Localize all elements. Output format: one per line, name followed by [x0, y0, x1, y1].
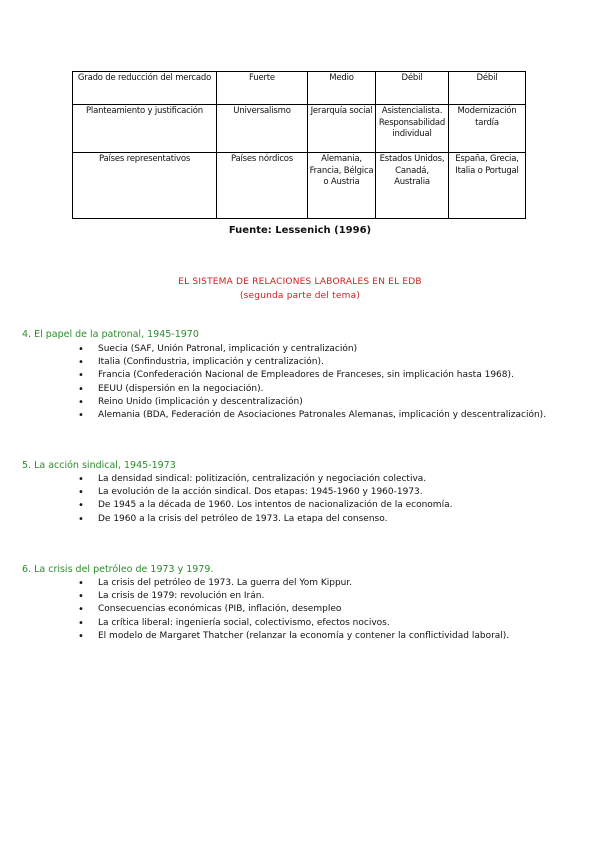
table-cell: Jerarquía social	[308, 105, 376, 153]
list-item: • Suecia (SAF, Unión Patronal, implicación y centralización)	[78, 343, 546, 356]
list-item: • EEUU (dispersión en la negociación).	[78, 383, 546, 396]
table-cell: Grado de reducción del mercado	[73, 72, 217, 105]
section-6-list	[78, 577, 509, 643]
table-source: Fuente: Lessenich (1996)	[228, 225, 372, 236]
table-row	[73, 153, 526, 219]
welfare-regimes-table	[72, 71, 526, 219]
list-item: • La evolución de la acción sindical. Dos etapas: 1945-1960 y 1960-1973.	[78, 486, 452, 499]
list-item: • El modelo de Margaret Thatcher (relanzar la economía y contener la conflictividad laboral).	[78, 630, 509, 643]
list-item: • La crisis de 1979: revolución en Irán.	[78, 590, 509, 603]
table-cell: Asistencialista. Responsabilidad individual	[376, 105, 449, 153]
table-cell: Fuerte	[217, 72, 308, 105]
section-4-title: 4. El papel de la patronal, 1945-1970	[22, 329, 199, 340]
table-cell: Países nórdicos	[217, 153, 308, 219]
list-item: • Consecuencias económicas (PIB, inflación, desempleo	[78, 603, 509, 616]
list-item: • Alemania (BDA, Federación de Asociaciones Patronales Alemanas, implicación y descentralización).	[78, 409, 546, 422]
section-4-list	[78, 343, 546, 422]
section-5-title: 5. La acción sindical, 1945-1973	[22, 460, 176, 471]
table-cell: España, Grecia, Italia o Portugal	[449, 153, 526, 219]
document-subtitle: (segunda parte del tema)	[239, 291, 361, 301]
table-cell: Planteamiento y justificación	[73, 105, 217, 153]
list-item: • La densidad sindical: politización, centralización y negociación colectiva.	[78, 473, 452, 486]
list-item: • Reino Unido (implicación y descentralización)	[78, 396, 546, 409]
list-item: • Francia (Confederación Nacional de Empleadores de Franceses, sin implicación hasta 1968).	[78, 369, 546, 382]
table-cell: Estados Unidos, Canadá, Australia	[376, 153, 449, 219]
table-cell: Países representativos	[73, 153, 217, 219]
section-6-title: 6. La crisis del petróleo de 1973 y 1979.	[22, 564, 214, 575]
list-item: • De 1945 a la década de 1960. Los intentos de nacionalización de la economía.	[78, 499, 452, 512]
list-item: • De 1960 a la crisis del petróleo de 1973. La etapa del consenso.	[78, 513, 452, 526]
table-row	[73, 72, 526, 105]
table-cell: Modernización tardía	[449, 105, 526, 153]
table-cell: Medio	[308, 72, 376, 105]
table-cell: Débil	[376, 72, 449, 105]
table-cell: Débil	[449, 72, 526, 105]
section-5-list	[78, 473, 452, 526]
document-title: EL SISTEMA DE RELACIONES LABORALES EN EL EDB	[178, 277, 422, 287]
table-cell: Alemania, Francia, Bélgica o Austria	[308, 153, 376, 219]
list-item: • La crítica liberal: ingeniería social, colectivismo, efectos nocivos.	[78, 617, 509, 630]
list-item: • La crisis del petróleo de 1973. La guerra del Yom Kippur.	[78, 577, 509, 590]
table-cell: Universalismo	[217, 105, 308, 153]
list-item: • Italia (Confindustria, implicación y centralización).	[78, 356, 546, 369]
table-row	[73, 105, 526, 153]
